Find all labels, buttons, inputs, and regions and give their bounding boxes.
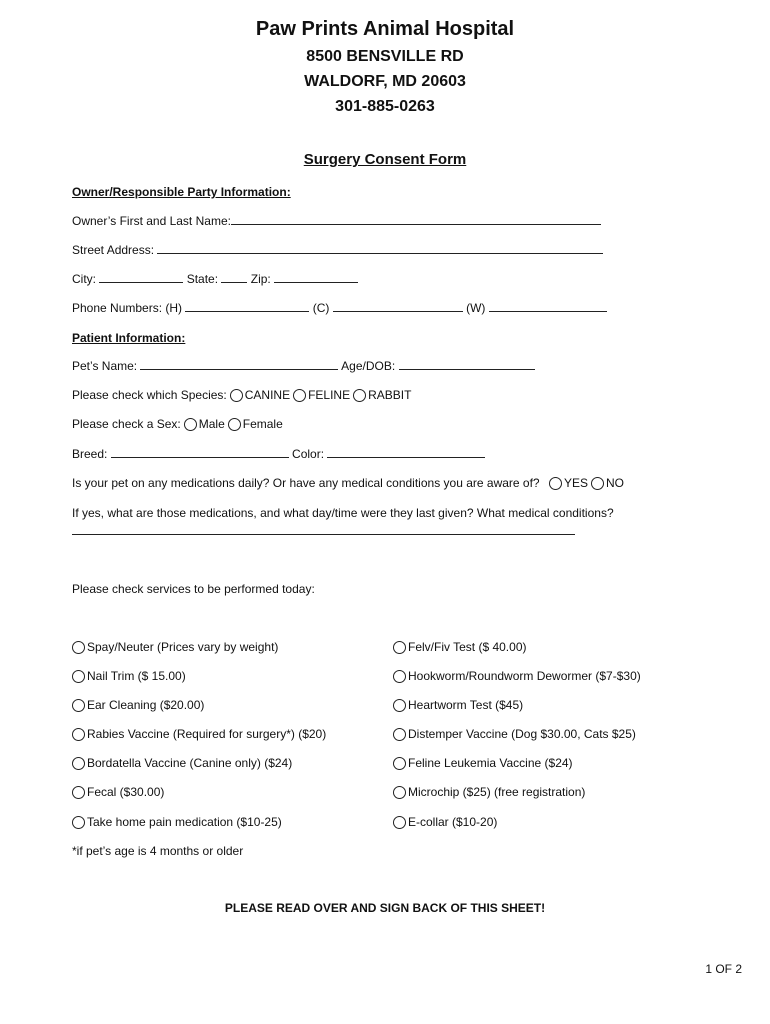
service-option[interactable] [393,639,527,655]
sign-notice: PLEASE READ OVER AND SIGN BACK OF THIS SHEET! [224,901,546,915]
species-feline-label: FELINE [308,388,351,402]
age-label: Age/DOB: [341,359,396,373]
service-radio[interactable] [72,670,85,683]
service-option[interactable] [393,726,636,742]
pet-name-row [72,358,535,374]
breed-label: Breed: [72,447,108,461]
species-feline-radio[interactable] [293,389,306,402]
service-label: Heartworm Test ($45) [408,698,524,712]
street-label: Street Address: [72,243,155,257]
hospital-phone: 301-885-0263 [335,98,435,115]
species-rabbit-label: RABBIT [368,388,412,402]
owner-name-label: Owner’s First and Last Name: [72,214,231,228]
service-radio[interactable] [393,670,406,683]
service-label: Spay/Neuter (Prices vary by weight) [87,640,279,654]
medications-yes-radio[interactable] [549,477,562,490]
service-option[interactable] [393,755,573,771]
service-radio[interactable] [393,641,406,654]
street-row [72,242,603,258]
service-radio[interactable] [72,757,85,770]
patient-section-heading: Patient Information: [72,331,186,345]
phone-cell-field[interactable] [333,300,463,312]
phone-row [72,300,607,316]
city-field[interactable] [99,271,183,283]
service-option[interactable] [72,639,278,655]
breed-field[interactable] [111,446,289,458]
service-label: E-collar ($10-20) [408,815,498,829]
age-footnote: *if pet’s age is 4 months or older [72,844,244,858]
sex-row [72,416,283,432]
species-label: Please check which Species: [72,388,227,402]
service-label: Fecal ($30.00) [87,785,165,799]
service-radio[interactable] [72,641,85,654]
service-option[interactable] [393,668,641,684]
owner-section-heading: Owner/Responsible Party Information: [72,185,291,199]
service-radio[interactable] [72,728,85,741]
phone-work-field[interactable] [489,300,607,312]
sex-female-radio[interactable] [228,418,241,431]
service-option[interactable] [72,784,164,800]
medications-question: Is your pet on any medications daily? Or have any medical conditions you are aware of? [72,476,540,490]
breed-row [72,446,485,462]
species-canine-radio[interactable] [230,389,243,402]
medications-no-label: NO [605,476,624,490]
address-street: 8500 BENSVILLE RD [306,48,464,65]
if-yes-row [72,523,575,539]
species-row [72,387,411,403]
service-option[interactable] [393,784,585,800]
service-label: Feline Leukemia Vaccine ($24) [408,756,573,770]
sex-female-label: Female [242,417,283,431]
service-label: Ear Cleaning ($20.00) [87,698,205,712]
medications-yes-label: YES [563,476,588,490]
page-number: 1 OF 2 [705,962,742,976]
service-label: Felv/Fiv Test ($ 40.00) [408,640,527,654]
owner-name-row [72,213,601,229]
service-radio[interactable] [393,699,406,712]
service-option[interactable] [72,697,204,713]
zip-field[interactable] [274,271,358,283]
form-title: Surgery Consent Form [303,151,467,168]
service-label: Rabies Vaccine (Required for surgery*) ($20) [87,727,327,741]
city-label: City: [72,272,96,286]
sex-male-label: Male [198,417,225,431]
service-label: Microchip ($25) (free registration) [408,785,586,799]
street-field[interactable] [157,242,603,254]
sex-male-radio[interactable] [184,418,197,431]
service-label: Take home pain medication ($10-25) [87,815,282,829]
state-label: State: [186,272,219,286]
pet-name-field[interactable] [140,358,338,370]
medications-no-radio[interactable] [591,477,604,490]
service-option[interactable] [72,755,292,771]
age-field[interactable] [399,358,535,370]
service-radio[interactable] [393,786,406,799]
phone-home-label: Phone Numbers: (H) [72,301,183,315]
if-yes-field[interactable] [72,523,575,535]
sex-label: Please check a Sex: [72,417,181,431]
service-radio[interactable] [393,816,406,829]
service-label: Nail Trim ($ 15.00) [87,669,186,683]
service-radio[interactable] [72,816,85,829]
service-option[interactable] [72,814,282,830]
service-option[interactable] [393,814,497,830]
service-option[interactable] [393,697,523,713]
service-option[interactable] [72,726,326,742]
service-radio[interactable] [72,786,85,799]
service-radio[interactable] [393,728,406,741]
pet-name-label: Pet’s Name: [72,359,138,373]
city-row [72,271,358,287]
if-yes-question: If yes, what are those medications, and what day/time were they last given? What medical conditions? [72,506,614,520]
phone-home-field[interactable] [185,300,309,312]
service-label: Hookworm/Roundworm Dewormer ($7-$30) [408,669,641,683]
address-city: WALDORF, MD 20603 [304,73,466,90]
color-label: Color: [292,447,325,461]
service-radio[interactable] [72,699,85,712]
species-canine-label: CANINE [244,388,291,402]
phone-cell-label: (C) [312,301,330,315]
hospital-name: Paw Prints Animal Hospital [255,18,515,40]
service-radio[interactable] [393,757,406,770]
service-option[interactable] [72,668,186,684]
service-label: Distemper Vaccine (Dog $30.00, Cats $25) [408,727,636,741]
zip-label: Zip: [250,272,271,286]
owner-name-field[interactable] [231,213,601,225]
species-rabbit-radio[interactable] [353,389,366,402]
services-heading: Please check services to be performed today: [72,582,315,596]
medications-row [72,475,624,491]
phone-work-label: (W) [466,301,486,315]
service-label: Bordatella Vaccine (Canine only) ($24) [87,756,293,770]
state-field[interactable] [221,271,247,283]
color-field[interactable] [327,446,485,458]
